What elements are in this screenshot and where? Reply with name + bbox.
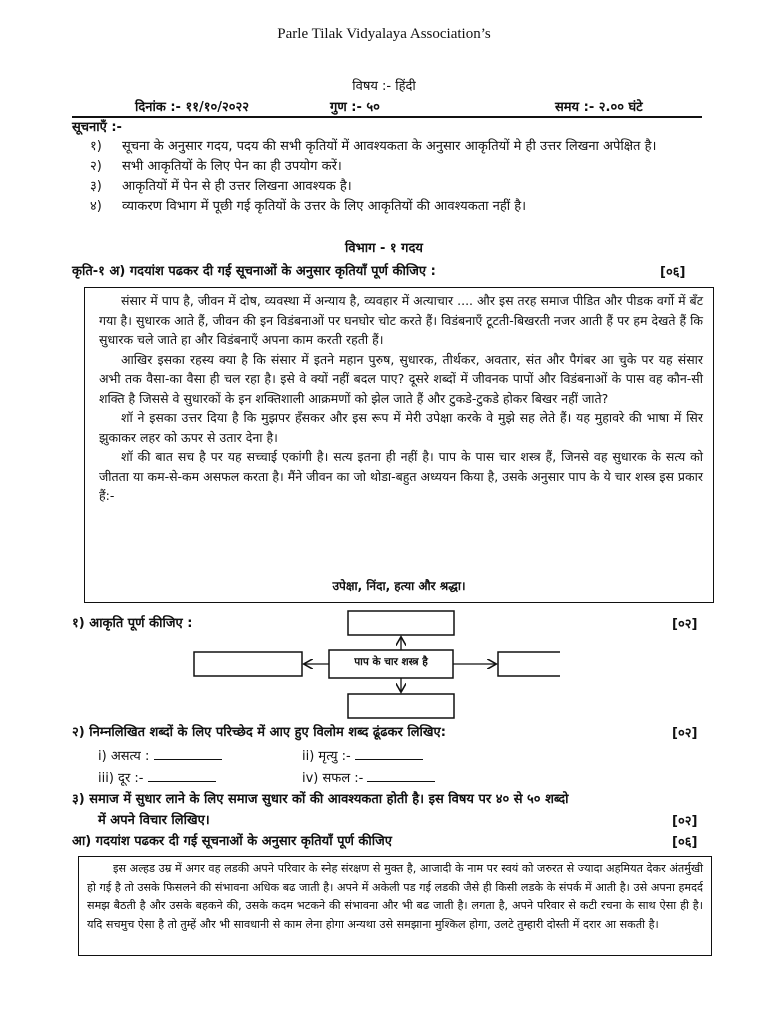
passage-paragraph: आखिर इसका रहस्य क्या है कि संसार में इतने महान पुरुष, सुधारक, तीर्थकर, अवतार, संत और पैगंबर आ चुके पर यह संसार अभी तक वैसा-का वैसा ही चल रहा है। इसे वे क्यों नहीं बदल पाए? दूसरे शब्दों में जीवनक पापों और विडंबनाओं के पास वह कौन-सी शक्ति है जिससे वे सुधारकों के इन शक्तिशाली आक्रमणों को झेल जाते हैं और टुकडे-टुकडे होकर बिखर नहीं जाते?: [99, 351, 703, 406]
answer-blank[interactable]: [154, 745, 222, 760]
answer-box-right[interactable]: [498, 652, 560, 676]
q2-item: iv) सफल :-: [302, 767, 435, 789]
exam-time: समय :- २.०० घंटे: [555, 100, 643, 115]
section-title: विभाग - १ गदय: [345, 241, 423, 256]
passage-paragraph: शॉ की बात सच है पर यह सच्चाई एकांगी है। सत्य इतना ही नहीं है। पाप के पास चार शस्त्र हैं, जिनसे वह सुधारक के सत्य को जीतता या कम-से-कम असफल करता है। मैंने जीवन का जो थोडा-बहुत अध्ययन किया है, उसके अनुसार पाप के ये चार शस्त्र इस प्रकार हैं:-: [99, 449, 703, 503]
passage-2-box: [78, 856, 712, 956]
answer-box-top[interactable]: [348, 611, 454, 635]
instruction-item: ४) व्याकरण विभाग में पूछी गई कृतियों के उत्तर के लिए आकृतियों की आवश्यकता नहीं है।: [90, 199, 527, 214]
institution-title: Parle Tilak Vidyalaya Association’s: [277, 26, 491, 42]
answer-box-left[interactable]: [194, 652, 302, 676]
exam-marks: गुण :- ५०: [330, 100, 380, 115]
center-box-label: पाप के चार शस्त्र है: [354, 656, 428, 668]
q2-item: i) असत्य :: [98, 745, 222, 767]
exam-meta-row: [100, 97, 700, 115]
passage-closing: उपेक्षा, निंदा, हत्या और श्रद्धा।: [332, 578, 466, 593]
task1-heading: कृति-१ अ) गदयांश पढकर दी गई सूचनाओं के अनुसार कृतियाँ पूर्ण कीजिए :: [72, 264, 436, 279]
task2-heading: आ) गदयांश पढकर दी गई सूचनाओं के अनुसार कृतियाँ पूर्ण कीजिए: [72, 834, 392, 849]
instructions-heading: सूचनाएँ :-: [72, 120, 122, 135]
q2-marks: [०२]: [672, 726, 698, 741]
q3-line-1: ३) समाज में सुधार लाने के लिए समाज सुधार कों की आवश्यकता होती है। इस विषय पर ४० से ५० शब्दो: [72, 792, 569, 807]
instruction-item: २) सभी आकृतियों के लिए पेन का ही उपयोग करें।: [90, 159, 342, 174]
header-divider: [72, 116, 702, 118]
answer-blank[interactable]: [148, 767, 216, 782]
answer-box-bottom[interactable]: [348, 694, 454, 718]
passage-2-text: इस अल्हड उम्र में अगर वह लडकी अपने परिवार के स्नेह संरक्षण से मुक्त है, आजादी के नाम पर स्वयं को जरुरत से ज्यादा अहमियत देकर अंतर्मुखी हो गई है तो उसके फिसलने की संभावना अधिक बढ जाती है। अपने में अकेली पड गई लडकी जैसे ही किसी लडके के संपर्क में आती है। उसे अपना हमदर्द समझ बैठती है और उसके बहकने की, उसके कदम भटकने की संभावना और भी बढ जाती है। लगता है, अपने परिवार से कटी रचना के साथ ऐसा ही है।यदि सचमुच ऐसा है तो तुम्हें और भी सावधानी से काम लेना होगा अन्यथा उसे समझाना मुश्किल होगा, उलटे तुम्हारी दोस्ती में दरार आ सकती है।: [87, 862, 703, 931]
subject-line: विषय :- हिंदी: [352, 79, 416, 94]
answer-blank[interactable]: [355, 745, 423, 760]
instruction-item: १) सूचना के अनुसार गदय, पदय की सभी कृतियों में आवश्यकता के अनुसार आकृतियों मे ही उत्तर लिखना अपेक्षित है।: [90, 139, 657, 154]
answer-blank[interactable]: [367, 767, 435, 782]
q3-line-2: में अपने विचार लिखिए।: [98, 813, 210, 828]
passage-1-box: [84, 287, 714, 603]
exam-date: दिनांक :- ११/१०/२०२२: [135, 100, 250, 115]
q2-item: iii) दूर :-: [98, 767, 216, 789]
task1-marks: [०६]: [660, 265, 686, 280]
passage-paragraph: शॉ ने इसका उत्तर दिया है कि मुझपर हँसकर और इस रूप में मेरी उपेक्षा करके वे मुझे सह लेते हैं। यह मुहावरे की भाषा में सिर झुकाकर लहर को ऊपर से उतार देना है।: [99, 410, 703, 445]
task2-marks: [०६]: [672, 835, 698, 850]
q1-label: १) आकृति पूर्ण कीजिए :: [72, 616, 193, 631]
q1-marks: [०२]: [672, 617, 698, 632]
passage-paragraph: संसार में पाप है, जीवन में दोष, व्यवस्था में अन्याय है, व्यवहार में अत्याचार .... और इस तरह समाज पीडित और पीडक वर्गो में बँट गया है। सुधारक आते हैं, जीवन की इन विडंबनाओं पर घनघोर चोट करते हैं। विडंबनाएँ टूटती-बिखरती नजर आती हैं पर हम देखते हैं कि सुधारक चले जाते हा और विडंबनाएँ अपना काम करती रहती हैं।: [99, 293, 703, 347]
instructions-list: [90, 137, 702, 217]
q3-marks: [०२]: [672, 814, 698, 829]
q2-item: ii) मृत्यु :-: [302, 745, 423, 767]
q2-label: २) निम्नलिखित शब्दों के लिए परिच्छेद में आए हुए विलोम शब्द ढूंढकर लिखिए:: [72, 725, 446, 740]
instruction-item: ३) आकृतियों में पेन से ही उत्तर लिखना आवश्यक है।: [90, 179, 352, 194]
